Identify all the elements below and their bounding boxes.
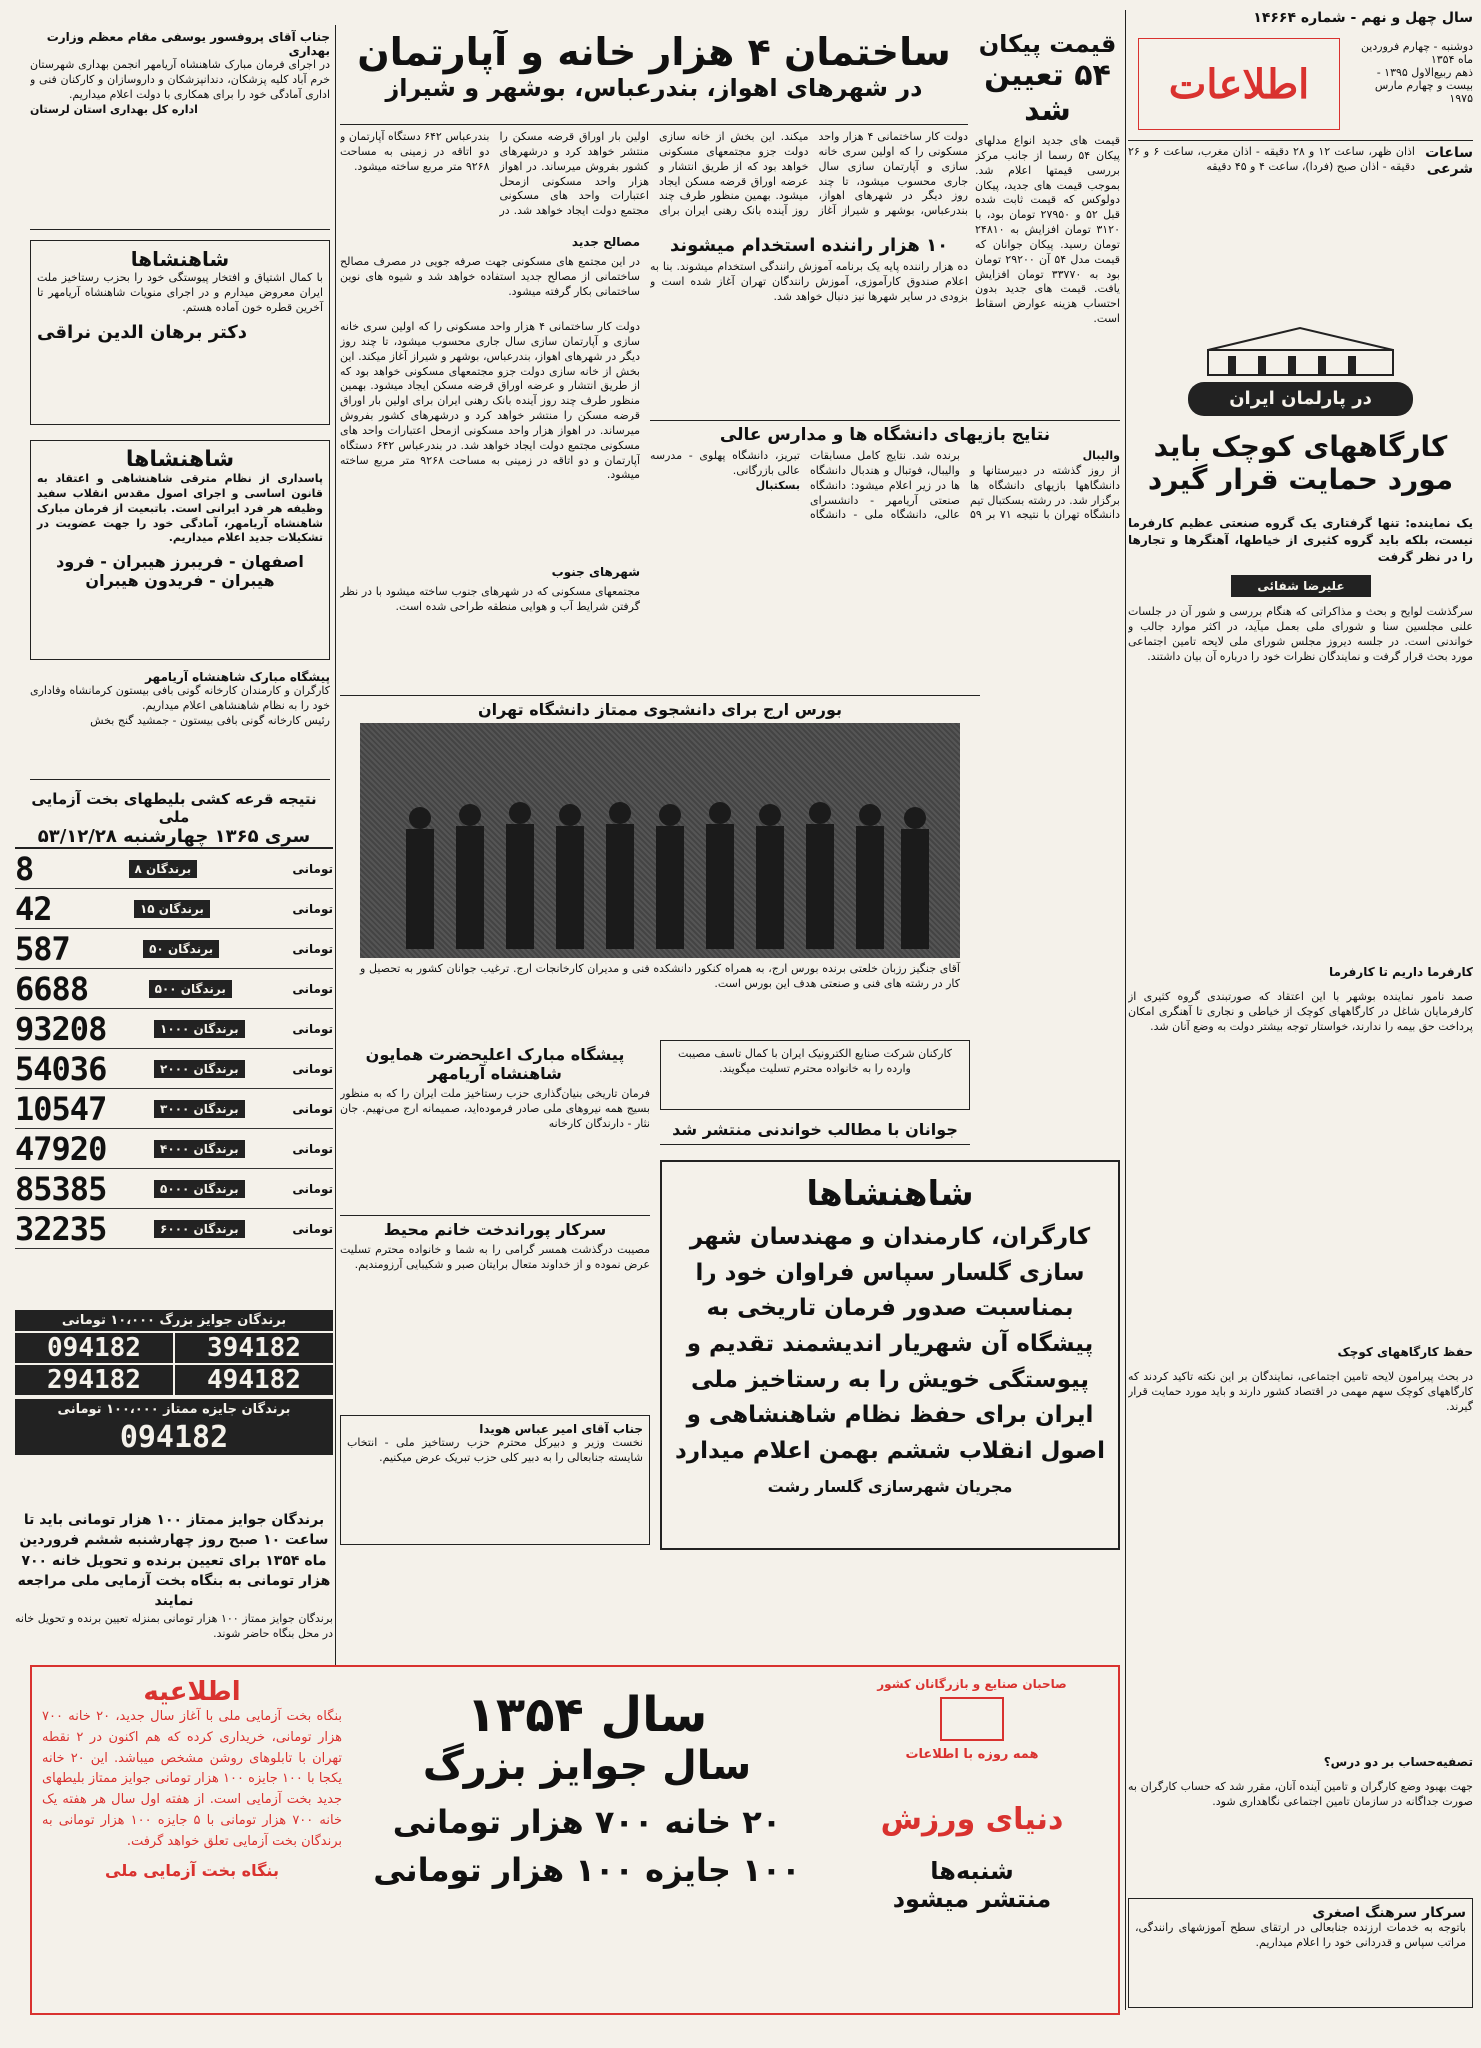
peykan-headline-1: قیمت پیکان	[978, 30, 1117, 58]
lottery-row-label: برندگان ۸	[129, 860, 198, 878]
lottery-ad-notice-title: اطلاعیه	[143, 1677, 241, 1707]
sports-world-sub-2: منتشر میشود	[892, 1885, 1052, 1913]
lottery-row-number: 85385	[15, 1169, 107, 1208]
grand-title: برندگان جوایز بزرگ ۱۰،۰۰۰ تومانی	[15, 1310, 333, 1331]
lottery-row-unit: تومانی	[292, 1141, 333, 1156]
golsar-title: شاهنشاها	[806, 1174, 974, 1214]
lottery-ad-main	[352, 1687, 822, 1997]
housing-section-2-title: شهرهای جنوب	[551, 565, 640, 579]
logo-text: اطلاعات	[1168, 60, 1310, 108]
housing-headline: ساختمان ۴ هزار خانه و آپارتمان	[357, 30, 951, 74]
peykan-headline-2: ۵۴ تعیین شد	[984, 58, 1111, 128]
photo-headline: بورس ارج برای دانشجوی ممتاز دانشگاه تهران	[477, 700, 843, 719]
lottery-row	[15, 969, 333, 1009]
housing-body-cont-text: دولت کار ساختمانی ۴ هزار واحد مسکونی را که اولین سری خانه سازی و آپارتمان سازی سال جاری محسوب میشود، تا چند روز دیگر در شهرهای اهواز، بندرعباس، بوشهر و شیراز آغاز میکند. این بخش از خانه سازی دولت جزو مجتمعهای مسکونی خواهد بود که از طریق انتشار و عرضه اوراق قرضه مسکن ایجاد میشود. بهمین منظور طرف چند روز آینده بانک رهنی ایران برای اولین بار اوراق قرضه مسکن را منتشر خواهد کرد و درشهرهای کشور بفروش میرساند. در اهواز هزار واحد مسکونی ازمحل اعتبارات واحد های مسکونی مجتمع دولت ایجاد خواهد شد. در بندرعباس ۶۴۲ دستگاه آپارتمان و دو اتاقه در زمینی به مساحت ۹۲۶۸ متر مربع ساخته میشود.	[340, 320, 640, 482]
lottery-ad-notice-body: بنگاه بخت آزمایی ملی با آغاز سال جدید، ۲۰ خانه ۷۰۰ هزار تومانی، خریداری کرده که هم اکنون در ۲ نقطه تهران با تابلوهای روشن مشخص میباشد. این ۲۰ خانه یکجا با ۱۰۰ جایزه ۱۰۰ هزار تومانی جوایز ممتاز بلیطهای جدید بخت آزمایی است. از هفته اول سال هر هفته یک خانه ۷۰۰ هزار تومانی با ۵ جایزه ۱۰۰ هزار تومانی به برندگان بخت آزمایی تعلق خواهد گرفت.	[42, 1709, 342, 1849]
lottery-row	[15, 1049, 333, 1089]
lottery-row-unit: تومانی	[292, 941, 333, 956]
date-block	[1353, 40, 1473, 105]
column-divider-right	[1125, 10, 1126, 2010]
shah-card-1-title: شاهنشاها	[130, 247, 230, 271]
lottery-row-unit: تومانی	[292, 981, 333, 996]
hoveyda-body: نخست وزیر و دبیرکل محترم حزب رستاخیز ملی - انتخاب شایسته جنابعالی را به دبیر کلی حزب تبریک عرض میکنیم.	[347, 1436, 643, 1464]
lottery-row-label: برندگان ۲۰۰۰	[154, 1060, 245, 1078]
prayer-text: اذان ظهر، ساعت ۱۲ و ۲۸ دقیقه - اذان مغرب، ساعت ۶ و ۲۶ دقیقه - اذان صبح (فردا)، ساعت ۴ و ۴۵ دقیقه	[1128, 145, 1415, 173]
lottery-row	[15, 1009, 333, 1049]
parliament-body-4: جهت بهبود وضع کارگران و تامین آینده آنان، مقرر شد که حساب کارگران به صورت جداگانه در سازمان تامین اجتماعی نگاهداری شود.	[1128, 1780, 1473, 1808]
golsar-body: کارگران، کارمندان و مهندسان شهر سازی گلسار سپاس فراوان خود را بمناسبت صدور فرمان تاریخی به پیشگاه آن شهریار اندیشمند تقدیم و پیوستگی خویش را به رستاخیز ملی ایران برای حفظ نظام شاهنشاهی و اصول انقلاب ششم بهمن اعلام میدارد	[675, 1224, 1105, 1464]
shah-card-2	[30, 440, 330, 660]
photo-figures-icon	[360, 723, 960, 958]
shah-card-2-title: شاهنشاها	[125, 447, 235, 472]
column-divider-left	[335, 25, 336, 1665]
lottery-results-series: سری ۱۳۶۵ چهارشنبه ۵۳/۱۲/۲۸	[15, 826, 333, 849]
lottery-row-unit: تومانی	[292, 901, 333, 916]
lottery-row-unit: تومانی	[292, 861, 333, 876]
homayoun-body: فرمان تاریخی بنیان‌گذاری حزب رستاخیز ملت ایران را که به منظور بسیج همه نیروهای ملی صادر فرموده‌اید، صمیمانه ارج می‌نهیم. جان نثار - دارندگان کارخانه	[340, 1087, 650, 1130]
shah-card-1-signature: دکتر برهان الدین نراقی	[37, 321, 248, 343]
parliament-headline-1: کارگاههای کوچک باید	[1153, 430, 1448, 463]
parliament-banner	[1128, 320, 1473, 425]
logo	[1138, 38, 1340, 130]
photo-story	[340, 695, 980, 1015]
parliament-sub-3: تصفیه‌حساب بر دو درس؟	[1323, 1755, 1473, 1769]
prof-card	[30, 30, 330, 230]
lottery-row-number: 42	[15, 889, 52, 928]
grand-number: 394182	[175, 1333, 333, 1363]
lottery-row	[15, 1089, 333, 1129]
lottery-row-number: 587	[15, 929, 70, 968]
winners-footnote: برندگان جوایز ممتاز ۱۰۰ هزار تومانی بمنزله تعیین برنده و تحویل خانه در محل بنگاه حاضر شوند.	[15, 1612, 333, 1640]
colonel-card-title: سرکار سرهنگ اصغری	[1312, 1905, 1466, 1921]
housing-body: دولت کار ساختمانی ۴ هزار واحد مسکونی را که اولین سری خانه سازی و آپارتمان سازی سال جاری محسوب میشود، تا چند روز دیگر در شهرهای اهواز، بندرعباس، بوشهر و شیراز آغاز میکند. این بخش از خانه سازی دولت جزو مجتمعهای مسکونی خواهد بود که از طریق انتشار و عرضه اوراق قرضه مسکن ایجاد میشود. بهمین منظور طرف چند روز آینده بانک رهنی ایران برای اولین بار اوراق قرضه مسکن را منتشر خواهد کرد و درشهرهای کشور بفروش میرساند. در اهواز هزار واحد مسکونی ازمحل اعتبارات واحد های مسکونی مجتمع دولت ایجاد خواهد شد. در بندرعباس ۶۴۲ دستگاه آپارتمان و دو اتاقه در زمینی به مساحت ۹۲۶۸ متر مربع ساخته میشود.	[340, 130, 968, 218]
housing-subhead: در شهرهای اهواز، بندرعباس، بوشهر و شیراز	[385, 74, 923, 102]
lottery-row-label: برندگان ۴۰۰۰	[154, 1140, 245, 1158]
parliament-byline: علیرضا شفائی	[1231, 575, 1371, 597]
lottery-rows	[15, 849, 333, 1249]
photo-caption: آقای جنگیز رزبان خلعتی برنده بورس ارج، به همراه کنکور دانشکده فنی و مدیران کارخانجات ارج. ترغیب جوانان کشور به تحصیل و کار در رشته های فنی و صنعتی هدف این بورس است.	[360, 962, 960, 990]
lottery-grand	[15, 1310, 333, 1510]
lottery-row-number: 32235	[15, 1209, 107, 1248]
hoveyda-card	[340, 1415, 650, 1545]
lottery-row-number: 93208	[15, 1009, 107, 1048]
lottery-ad	[30, 1665, 1120, 2015]
lottery-ad-houses: ۲۰ خانه ۷۰۰ هزار تومانی	[392, 1803, 782, 1841]
lottery-row-label: برندگان ۵۰	[143, 940, 219, 958]
lottery-row-label: برندگان ۳۰۰۰	[154, 1100, 245, 1118]
shah-card-2-body: پاسداری از نظام مترقی شاهنشاهی و اعتقاد به قانون اساسی و اجرای اصول مقدس انقلاب سفید وظیفه هر فرد ایرانی است. باتبعیت از فرمان مبارک شاهنشاه آریامهر، آمادگی خود را جهت عضویت در تشکیلات جدید اعلام میداریم.	[37, 472, 323, 545]
youth-card: جوانان با مطالب خواندنی منتشر شد	[660, 1115, 970, 1145]
golsar-signature: مجریان شهرسازی گلسار رشت	[767, 1477, 1013, 1497]
grand-number: 094182	[15, 1333, 173, 1363]
date-line-1: دوشنبه - چهارم فروردین ماه ۱۳۵۴	[1360, 40, 1473, 66]
lottery-ad-prizes: ۱۰۰ جایزه ۱۰۰ هزار تومانی	[373, 1851, 801, 1889]
date-line-2: ذهم ربیع‌الاول ۱۳۹۵ - بیست و چهارم مارس ۱۹۷۵	[1374, 66, 1473, 105]
colonel-card-body: باتوجه به خدمات ارزنده جنابعالی در ارتقای سطح آموزشهای رانندگی، مراتب سپاس و قدردانی خود را اعلام میداریم.	[1135, 1921, 1466, 1949]
masthead	[1128, 10, 1473, 190]
drivers-body: ده هزار راننده پایه یک برنامه آموزش رانندگی استخدام میشوند. بنا به اعلام صندوق کارآموزی، آموزش رانندگان تهران آغاز شده است و بزودی در سایر شهرها نیز دنبال خواهد شد.	[650, 260, 968, 303]
drivers-story	[650, 235, 968, 415]
grand-number: 494182	[175, 1365, 333, 1395]
shah-card-1-body: با کمال اشتیاق و افتخار پیوستگی خود را بحزب رستاخیز ملت ایران معروض میدارم و در اجرای منویات شاهنشاه آریامهر تا آخرین قطره خون آماده هستم.	[37, 271, 323, 314]
factory-signature: رئیس کارخانه گونی بافی بیستون - جمشید گنج بخش	[90, 713, 330, 727]
lottery-results-title: نتیجه قرعه کشی بلیطهای بخت آزمایی ملی	[31, 790, 317, 826]
lottery-ad-side	[832, 1677, 1112, 2007]
lottery-row-number: 47920	[15, 1129, 107, 1168]
lottery-row-unit: تومانی	[292, 1021, 333, 1036]
lottery-row	[15, 889, 333, 929]
parliament-building-icon	[1188, 320, 1413, 380]
sports-sub-volleyball: والیبال	[1082, 449, 1120, 462]
lottery-row-label: برندگان ۱۰۰۰	[154, 1020, 245, 1038]
side-logo-caption: صاحبان صنایع و بازرگانان کشور	[877, 1677, 1067, 1691]
prof-title: جناب آقای پروفسور یوسفی مقام معظم وزارت بهداری	[46, 30, 330, 58]
parliament-sub-1: کارفرما داریم تا کارفرما	[1329, 965, 1473, 979]
mourn-card	[340, 1215, 650, 1400]
prof-body: در اجرای فرمان مبارک شاهنشاه آریامهر انجمن بهداری شهرستان خرم آباد کلیه پزشکان، دندانپزشکان و داروسازان و کارکنان فنی و اداری آمادگی خود را برای همکاری با دولت اعلام میداریم.	[30, 58, 330, 101]
lottery-ad-notice-sig: بنگاه بخت آزمایی ملی	[105, 1860, 279, 1880]
lottery-row-label: برندگان ۵۰۰	[149, 980, 232, 998]
parliament-headline	[1128, 430, 1473, 510]
sports-world-title: دنیای ورزش	[880, 1802, 1064, 1837]
mega-title: برندگان جایزه ممتاز ۱۰۰،۰۰۰ تومانی	[15, 1399, 333, 1420]
prof-signature: اداره کل بهداری استان لرستان	[30, 102, 198, 116]
condolence-card: کارکنان شرکت صنایع الکترونیک ایران با کمال تاسف مصیبت وارده را به خانواده محترم تسلیت میگویند.	[660, 1040, 970, 1110]
lottery-row-number: 10547	[15, 1089, 107, 1128]
side-logo-sub: همه روزه با اطلاعات	[905, 1747, 1039, 1762]
grand-number: 294182	[15, 1365, 173, 1395]
lottery-row	[15, 1169, 333, 1209]
housing-body-cont	[340, 320, 640, 560]
prayer-times	[1128, 140, 1473, 177]
parliament-bullets: یک نماینده: تنها گرفتاری یک گروه صنعتی عظیم کارفرما نیست، بلکه باید گروه کثیری از خیاطها، آهنگرها و تجارها را در نظر گرفت	[1128, 516, 1473, 564]
lottery-row	[15, 1129, 333, 1169]
university-sports-body	[650, 449, 1120, 523]
factory-body: کارگران و کارمندان کارخانه گونی بافی بیستون کرمانشاه وفاداری خود را به نظام شاهنشاهی اعلام میداریم.	[30, 684, 330, 712]
lottery-row-unit: تومانی	[292, 1101, 333, 1116]
colonel-card	[1128, 1898, 1473, 2008]
parliament-body-1: سرگذشت لوایح و بحث و مذاکراتی که هنگام بررسی و شور آن در جلسات علنی مجلسین سنا و شورای ملی بعمل میآید، در اکثر موارد جالب و خواندنی است. در جلسه دیروز مجلس شورای ملی لایحه تامین اجتماعی مورد بحث قرار گرفت و نمایندگان نظرات خود را درباره آن بیان داشتند.	[1128, 605, 1473, 663]
hoveyda-title: جناب آقای امیر عباس هویدا	[479, 1422, 643, 1436]
lottery-row-unit: تومانی	[292, 1061, 333, 1076]
sports-world-sub-1: شنبه‌ها	[930, 1857, 1014, 1885]
peykan-story	[975, 30, 1120, 470]
lottery-row-unit: تومانی	[292, 1181, 333, 1196]
housing-section-1-body: در این مجتمع های مسکونی جهت صرفه جویی در مصرف مصالح ساختمانی از مصالح جدید استفاده خواهد شد و شیوه های نوین ساختمانی بکار گرفته میشود.	[340, 255, 640, 298]
lottery-ad-grand: سال جوایز بزرگ	[422, 1743, 752, 1789]
lottery-row-label: برندگان ۵۰۰۰	[154, 1180, 245, 1198]
lottery-row	[15, 849, 333, 889]
lottery-row-number: 54036	[15, 1049, 107, 1088]
housing-section-2-body: مجتمعهای مسکونی که در شهرهای جنوب ساخته میشود با در نظر گرفتن شرایط آب و هوایی منطقه طراحی شده است.	[340, 585, 640, 613]
university-sports	[650, 420, 1120, 690]
lottery-row-number: 6688	[15, 969, 89, 1008]
lottery-results	[15, 790, 333, 1310]
lottery-ad-notice	[42, 1677, 342, 1997]
golsar-ad	[660, 1160, 1120, 1550]
housing-headline-block	[340, 30, 968, 125]
grand-numbers	[15, 1333, 333, 1395]
lottery-row-unit: تومانی	[292, 1221, 333, 1236]
prayer-title: ساعات شرعی	[1425, 145, 1473, 177]
housing-section-1-title: مصالح جدید	[571, 235, 640, 249]
lottery-ad-year: سال ۱۳۵۴	[466, 1687, 708, 1743]
factory-card	[30, 670, 330, 780]
sports-sub-basketball: بسکتبال	[755, 478, 800, 492]
factory-title: پیشگاه مبارک شاهنشاه آریامهر	[145, 670, 330, 684]
shah-card-1	[30, 240, 330, 425]
mourn-title: سرکار پوراندخت خانم محیط	[383, 1220, 607, 1239]
lottery-row-label: برندگان ۱۵	[134, 900, 210, 918]
winners-notice: برندگان جوایز ممتاز ۱۰۰ هزار تومانی باید تا ساعت ۱۰ صبح روز چهارشنبه ششم فروردین ماه ۱۳۵۴ برای تعیین برنده و تحویل خانه ۷۰۰ هزار تومانی به بنگاه بخت آزمایی ملی مراجعه نمایند	[17, 1512, 331, 1610]
issue-line: سال چهل و نهم - شماره ۱۴۶۶۴	[1253, 10, 1473, 26]
sports-body-text: از روز گذشته در دبیرستانها و دانشگاهها بازیهای دانشگاه ها برگزار شد. در رشته بسکتبال تیم دانشگاه تهران با نتیجه ۷۱ بر ۵۹ برنده شد. نتایج کامل مسابقات والیبال، فوتبال و هندبال دانشگاه ها در زیر اعلام میشود: دانشگاه صنعتی آریامهر - دانشسرای عالی، دانشگاه ملی - دانشگاه تبریز، دانشگاه پهلوی - مدرسه عالی بازرگانی.	[650, 449, 1120, 522]
lottery-row-number: 8	[15, 849, 34, 888]
lottery-row	[15, 1209, 333, 1249]
group-photo	[360, 723, 960, 958]
drivers-headline: ۱۰ هزار راننده استخدام میشوند	[669, 235, 949, 256]
parliament-body-2: صمد نامور نماینده بوشهر با این اعتقاد که صورتبندی گروه کثیری از کارفرمایان شاغل در کارگاههای کوچک از خیاطی و نجاری تا آهنگری امکان پرداخت حق بیمه را ندارند، خواستار توجه بیشتر دولت به وضع آنان شد.	[1128, 990, 1473, 1033]
mega-number: 094182	[15, 1420, 333, 1455]
mourn-body: مصیبت درگذشت همسر گرامی را به شما و خانواده محترم تسلیت عرض نموده و از خداوند متعال برایتان صبر و شکیبایی آرزومندیم.	[340, 1243, 650, 1271]
peykan-body: قیمت های جدید انواع مدلهای پیکان ۵۴ رسما از جانب مرکز بررسی قیمتها اعلام شد. بموجب قیمت های جدید، پیکان دولوکس که قیمت ثابت شده قبل ۵۲ و ۲۷۹۵۰ تومان بود، با ۳۱۲۰ تومان افزایش به ۲۴۸۱۰ تومان رسید. پیکان جوانان که قیمت مدل ۵۴ آن ۲۹۲۰۰ تومان بود به ۳۳۷۷۰ تومان افزایش یافت. قیمت های جدید بدون احتساب هزینه عوارض اسقاط است.	[975, 134, 1120, 326]
parliament-body-3: در بحث پیرامون لایحه تامین اجتماعی، نمایندگان بر این نکته تاکید کردند که کارگاههای کوچک سهم مهمی در اقتصاد کشور دارند و باید مورد حمایت قرار گیرند.	[1128, 1370, 1473, 1413]
parliament-banner-title: در پارلمان ایران	[1188, 382, 1413, 416]
parliament-headline-2: مورد حمایت قرار گیرد	[1147, 463, 1454, 496]
shah-card-2-signature: اصفهان - فریبرز هیبران - فرود هیبران - فریدون هیبران	[56, 552, 304, 591]
parliament-sub-2: حفظ کارگاههای کوچک	[1337, 1345, 1473, 1359]
homayoun-card	[340, 1045, 650, 1215]
lottery-row-label: برندگان ۶۰۰۰	[154, 1220, 245, 1238]
lottery-row	[15, 929, 333, 969]
homayoun-title: پیشگاه مبارک اعلیحضرت همایون شاهنشاه آریامهر	[365, 1045, 625, 1083]
ettelaat-logo-icon	[940, 1697, 1004, 1741]
university-sports-headline: نتایج بازیهای دانشگاه ها و مدارس عالی	[719, 425, 1051, 445]
